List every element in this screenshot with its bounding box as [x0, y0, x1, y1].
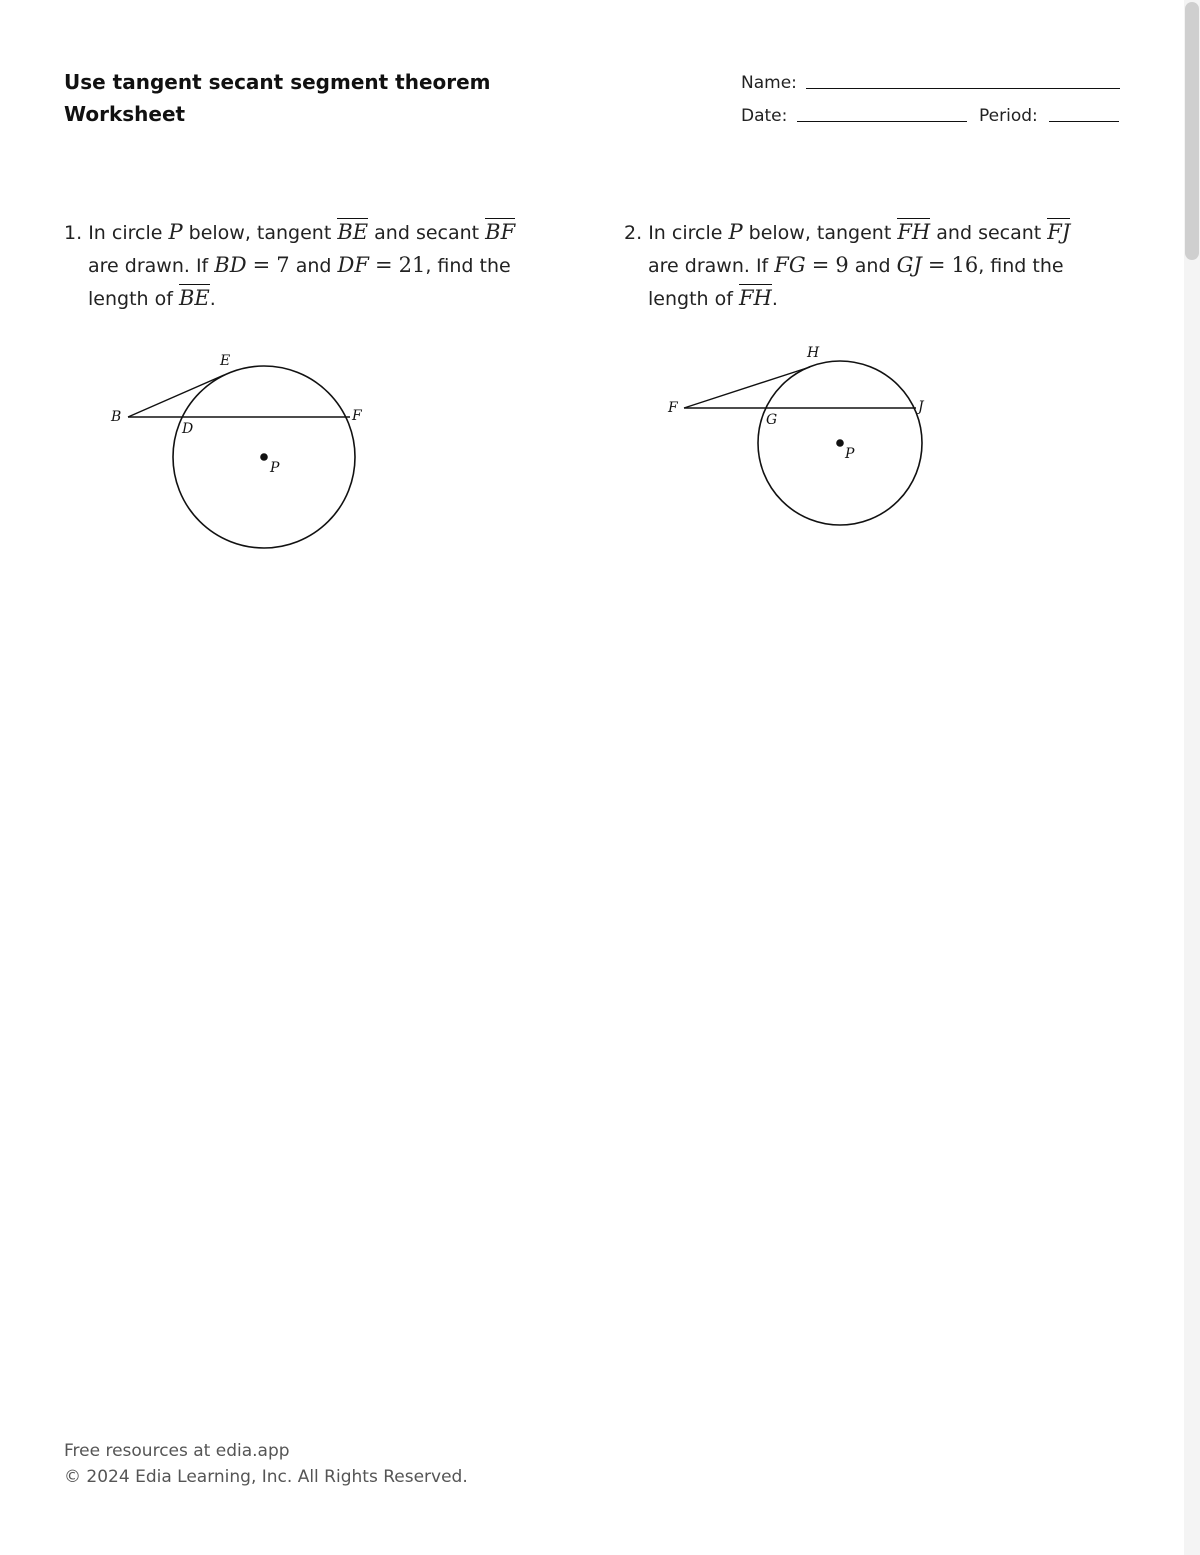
worksheet-title — [64, 66, 491, 130]
label-far: F — [352, 408, 362, 424]
problem-text: , find the — [978, 255, 1064, 277]
problem-text: . — [209, 288, 216, 310]
diagram-1 — [100, 340, 380, 560]
problem-text: , find the — [425, 255, 511, 277]
period-label: Period: — [979, 106, 1038, 126]
math-eq: = — [811, 253, 830, 277]
problem-text: below, tangent — [748, 222, 892, 244]
problem-number: 1. — [64, 222, 83, 244]
problem-text: In circle — [648, 222, 723, 244]
math-segment: FJ — [1047, 220, 1071, 244]
problem-2 — [624, 216, 1070, 315]
problem-text: length of — [88, 288, 173, 310]
math-eq: = — [927, 253, 946, 277]
problem-text: In circle — [88, 222, 163, 244]
math-eq: = — [374, 253, 393, 277]
name-blank[interactable] — [806, 88, 1120, 89]
date-label: Date: — [741, 106, 788, 126]
problem-text: are drawn. If — [88, 255, 209, 277]
math-var: DF — [337, 253, 369, 277]
math-var: P — [168, 220, 183, 244]
math-var: P — [728, 220, 743, 244]
label-tangent-point: H — [807, 345, 820, 361]
tangent-line — [684, 367, 810, 408]
footer-copyright: © 2024 Edia Learning, Inc. All Rights Reserved. — [64, 1467, 468, 1487]
problem-number: 2. — [624, 222, 643, 244]
problem-text: and — [295, 255, 332, 277]
math-number: 9 — [835, 253, 849, 277]
date-blank[interactable] — [797, 121, 967, 122]
problem-text: and — [854, 255, 891, 277]
footer-resources: Free resources at edia.app — [64, 1441, 290, 1461]
math-segment: FH — [897, 220, 931, 244]
label-near: G — [766, 412, 778, 428]
math-segment: BE — [337, 220, 369, 244]
math-var: GJ — [896, 253, 922, 277]
problem-text: and secant — [374, 222, 480, 244]
label-far: J — [918, 399, 924, 415]
center-point — [260, 453, 268, 461]
label-external: B — [111, 409, 122, 425]
label-center: P — [270, 460, 280, 476]
footer — [64, 1438, 468, 1490]
math-eq: = — [252, 253, 271, 277]
problem-text: . — [771, 288, 778, 310]
label-external: F — [668, 400, 678, 416]
name-label: Name: — [741, 73, 797, 93]
problem-text: and secant — [936, 222, 1042, 244]
math-number: 16 — [951, 253, 979, 277]
tangent-line — [128, 375, 224, 417]
problem-text: length of — [648, 288, 733, 310]
problem-1 — [64, 216, 515, 315]
math-segment: BE — [178, 286, 210, 310]
title-line-1: Use tangent secant segment theorem — [64, 70, 491, 94]
label-near: D — [182, 421, 194, 437]
problem-text: below, tangent — [188, 222, 332, 244]
scrollbar[interactable] — [1184, 0, 1200, 1555]
label-tangent-point: E — [220, 353, 231, 369]
diagram-2 — [660, 330, 940, 540]
math-segment: FH — [738, 286, 772, 310]
math-var: FG — [774, 253, 806, 277]
center-point — [836, 439, 844, 447]
math-number: 21 — [398, 253, 426, 277]
label-center: P — [845, 446, 855, 462]
math-segment: BF — [485, 220, 516, 244]
math-var: BD — [214, 253, 247, 277]
problem-text: are drawn. If — [648, 255, 769, 277]
title-line-2: Worksheet — [64, 102, 186, 126]
period-blank[interactable] — [1049, 121, 1119, 122]
math-number: 7 — [276, 253, 290, 277]
scrollbar-thumb[interactable] — [1185, 2, 1199, 260]
